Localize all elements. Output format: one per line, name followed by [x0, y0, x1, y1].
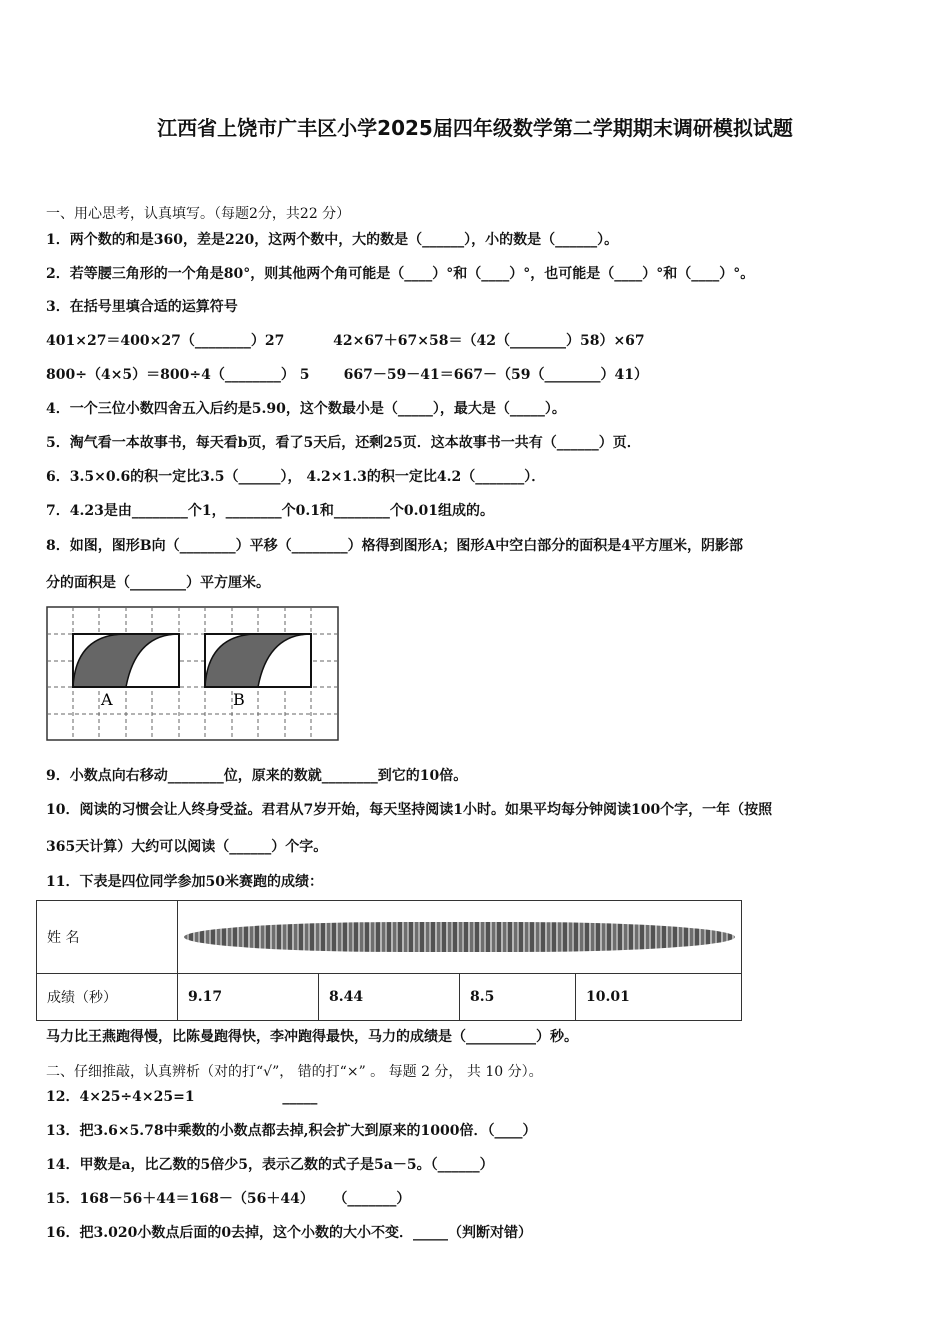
table-row-scores	[37, 974, 742, 1021]
question-1: 1．两个数的和是360，差是220，这两个数中，大的数是（______），小的数是（______）。	[46, 232, 619, 248]
score-cell: 9.17	[178, 974, 319, 1021]
question-4: 4．一个三位小数四舍五入后约是5.90，这个数最小是（_____），最大是（_____）。	[46, 401, 566, 417]
label-b: B	[233, 690, 245, 709]
question-3: 3．在括号里填合适的运算符号	[46, 299, 238, 315]
score-header: 成绩（秒）	[37, 974, 178, 1021]
question-3-line-a: 401×27＝400×27（________）27 42×67＋67×58＝（42（________）58）×67	[46, 333, 645, 349]
question-6: 6．3.5×0.6的积一定比3.5（______）， 4.2×1.3的积一定比4.2（_______）．	[46, 469, 546, 485]
question-16: 16．把3.020小数点后面的0去掉，这个小数的大小不变．_____（判断对错）	[46, 1225, 533, 1241]
question-10-line-b: 365天计算）大约可以阅读（______）个字。	[46, 839, 328, 855]
names-redacted-cell	[178, 901, 742, 974]
question-13: 13．把3.6×5.78中乘数的小数点都去掉,积会扩大到原来的1000倍．（____）	[46, 1123, 537, 1139]
question-8-line-b: 分的面积是（________）平方厘米。	[46, 575, 270, 591]
grid-figure	[46, 606, 340, 742]
shape-a	[73, 634, 179, 687]
table-row-names	[37, 901, 742, 974]
shape-b	[205, 634, 311, 687]
question-11: 11．下表是四位同学参加50米赛跑的成绩：	[46, 874, 323, 890]
question-12: 12．4×25÷4×25=1 _____	[46, 1089, 318, 1105]
score-table	[36, 900, 742, 1021]
question-5: 5．淘气看一本故事书，每天看b页，看了5天后，还剩25页．这本故事书一共有（______）页．	[46, 435, 641, 451]
section-2-heading: 二、仔细推敲，认真辨析（对的打“√”， 错的打“×” 。 每题 2 分， 共 10 分）。	[46, 1064, 543, 1080]
question-7: 7．4.23是由________个1，________个0.1和________个0.01组成的。	[46, 503, 495, 519]
names-redacted	[184, 922, 735, 952]
page-title: 江西省上饶市广丰区小学2025届四年级数学第二学期期末调研模拟试题	[157, 116, 793, 140]
section-1-heading: 一、用心思考，认真填写。（每题2分，共22 分）	[46, 206, 351, 222]
label-a: A	[101, 690, 113, 709]
question-8-line-a: 8．如图，图形B向（________）平移（________）格得到图形A；图形A中空白部分的面积是4平方厘米，阴影部	[46, 538, 744, 554]
question-3-line-b: 800÷（4×5）＝800÷4（________） 5 667－59－41＝667－（59（________）41）	[46, 367, 648, 383]
question-14: 14．甲数是a，比乙数的5倍少5，表示乙数的式子是5a－5。（______）	[46, 1157, 494, 1173]
score-cell: 10.01	[576, 974, 742, 1021]
question-9: 9．小数点向右移动________位，原来的数就________到它的10倍。	[46, 768, 468, 784]
question-2: 2．若等腰三角形的一个角是80°，则其他两个角可能是（____）°和（____）°，也可能是（____）°和（____）°。	[46, 266, 755, 282]
score-cell: 8.44	[319, 974, 460, 1021]
score-cell: 8.5	[460, 974, 576, 1021]
question-10-line-a: 10．阅读的习惯会让人终身受益。君君从7岁开始，每天坚持阅读1小时。如果平均每分钟阅读100个字，一年（按照	[46, 802, 773, 818]
name-header: 姓 名	[37, 901, 178, 974]
question-11-statement: 马力比王燕跑得慢，比陈曼跑得快，李冲跑得最快，马力的成绩是（__________）秒。	[46, 1029, 578, 1045]
question-15: 15．168－56＋44＝168－（56＋44） （_______）	[46, 1191, 411, 1207]
